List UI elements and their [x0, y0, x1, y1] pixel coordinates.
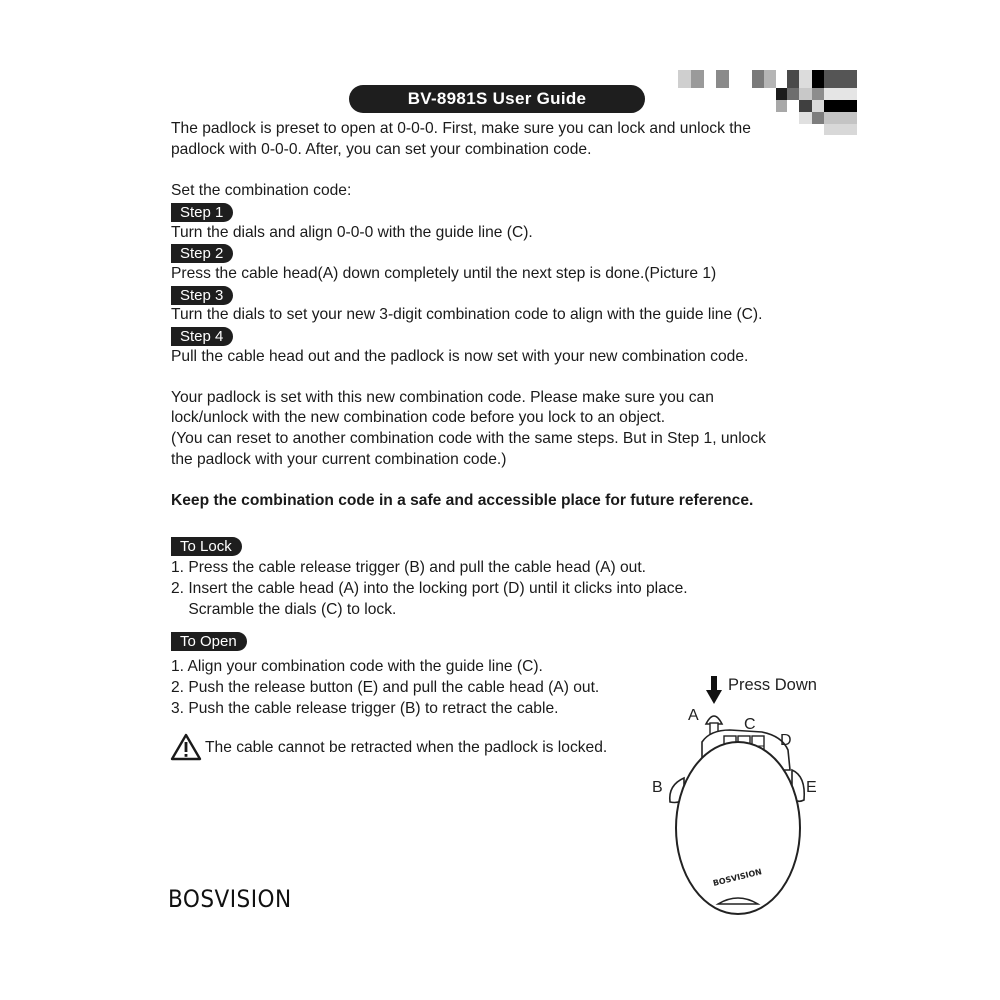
to-lock-item-2: 2. Insert the cable head (A) into the locking port (D) until it clicks into place.: [171, 580, 688, 597]
step-2-badge: Step 2: [171, 244, 233, 263]
label-c: C: [744, 716, 756, 733]
lock-brand-text: BOSVISION: [712, 867, 763, 888]
set-code-heading: Set the combination code:: [171, 182, 352, 199]
to-open-badge: To Open: [171, 632, 247, 651]
confirm-line-4: the padlock with your current combination code.): [171, 451, 507, 468]
press-down-label: Press Down: [728, 676, 817, 694]
step-3-badge: Step 3: [171, 286, 233, 305]
label-d: D: [780, 732, 792, 749]
to-lock-badge: To Lock: [171, 537, 242, 556]
to-lock-item-2-continued: Scramble the dials (C) to lock.: [171, 601, 397, 618]
to-open-item-3: 3. Push the cable release trigger (B) to retract the cable.: [171, 700, 559, 717]
brand-logo: BOSVISION: [168, 885, 292, 913]
step-4-text: Pull the cable head out and the padlock is now set with your new combination code.: [171, 348, 749, 365]
label-a: A: [688, 707, 699, 724]
padlock-diagram: [640, 670, 840, 920]
step-1-badge: Step 1: [171, 203, 233, 222]
confirm-line-1: Your padlock is set with this new combination code. Please make sure you can: [171, 389, 714, 406]
step-3-text: Turn the dials to set your new 3-digit combination code to align with the guide line (C).: [171, 306, 763, 323]
step-1-text: Turn the dials and align 0-0-0 with the guide line (C).: [171, 224, 533, 241]
confirm-line-3: (You can reset to another combination code with the same steps. But in Step 1, unlock: [171, 430, 766, 447]
page-title: BV-8981S User Guide: [349, 85, 645, 113]
safekeeping-notice: Keep the combination code in a safe and accessible place for future reference.: [171, 492, 754, 509]
to-lock-item-1: 1. Press the cable release trigger (B) and pull the cable head (A) out.: [171, 559, 647, 576]
intro-line-2: padlock with 0-0-0. After, you can set your combination code.: [171, 141, 592, 158]
step-2-text: Press the cable head(A) down completely until the next step is done.(Picture 1): [171, 265, 717, 282]
label-e: E: [806, 779, 817, 796]
step-4-badge: Step 4: [171, 327, 233, 346]
to-open-item-1: 1. Align your combination code with the guide line (C).: [171, 658, 543, 675]
label-b: B: [652, 779, 663, 796]
intro-line-1: The padlock is preset to open at 0-0-0. First, make sure you can lock and unlock the: [171, 120, 751, 137]
confirm-line-2: lock/unlock with the new combination code before you lock to an object.: [171, 409, 666, 426]
warning-icon: [170, 733, 202, 761]
to-open-item-2: 2. Push the release button (E) and pull the cable head (A) out.: [171, 679, 600, 696]
warning-text: The cable cannot be retracted when the padlock is locked.: [205, 739, 608, 756]
